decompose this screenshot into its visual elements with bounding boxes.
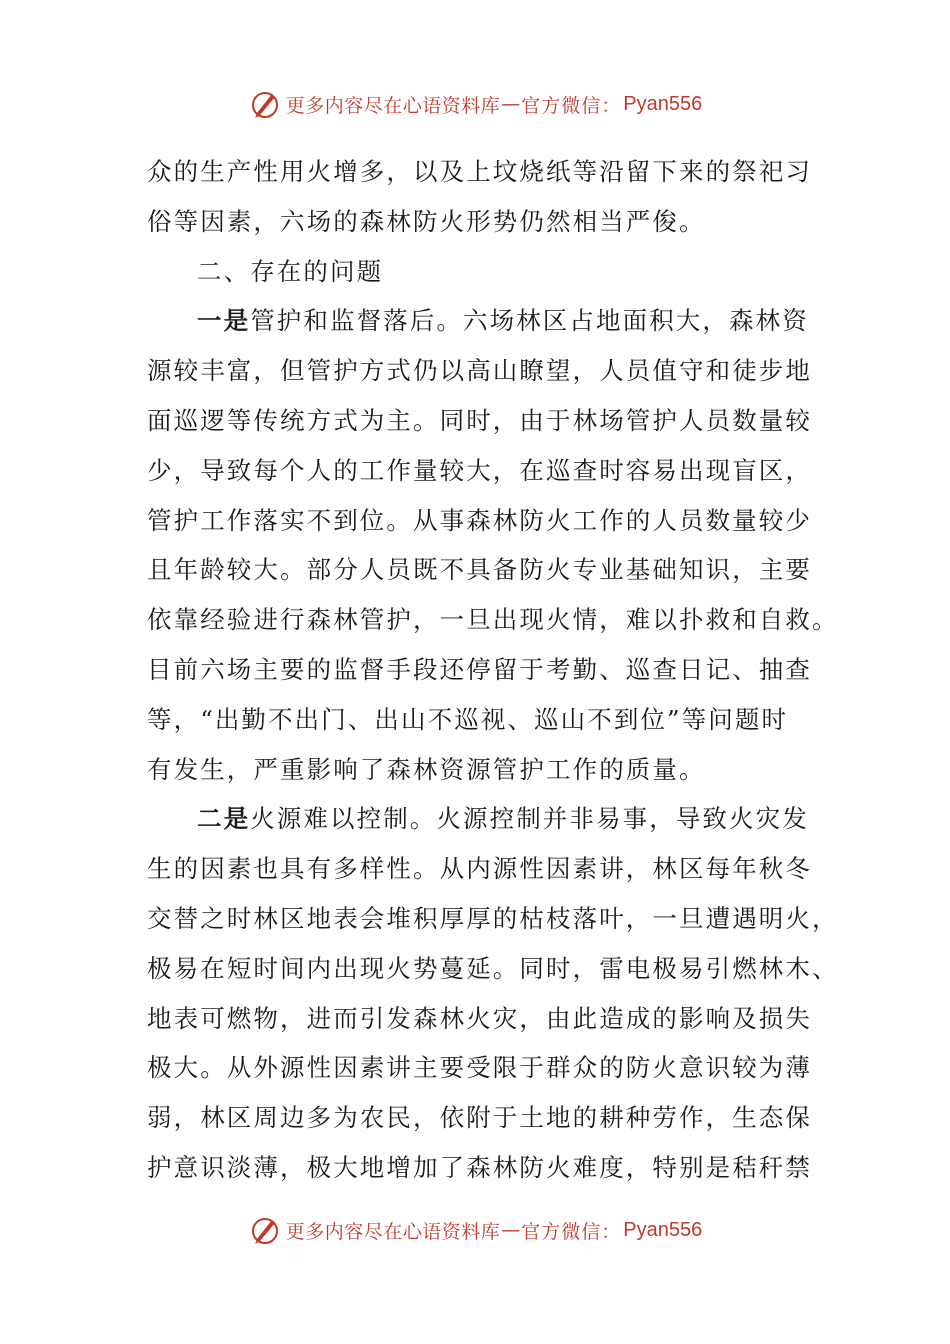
quill-pen-logo-icon bbox=[248, 87, 282, 121]
paragraph-1-lead: 一是 bbox=[197, 306, 251, 336]
footer-watermark-banner bbox=[0, 1208, 950, 1252]
paragraph-2-text: 火源难以控制。火源控制并非易事，导致火灾发 bbox=[250, 804, 809, 834]
body-line: 极易在短时间内出现火势蔓延。同时，雷电极易引燃林木、 bbox=[147, 953, 839, 983]
body-line: 地表可燃物，进而引发森林火灾，由此造成的影响及损失 bbox=[147, 1003, 812, 1033]
body-line: 弱，林区周边多为农民，依附于土地的耕种劳作，生态保 bbox=[147, 1103, 812, 1133]
paragraph-1-text: 管护和监督落后。六场林区占地面积大，森林资 bbox=[250, 306, 809, 336]
body-line: 众的生产性用火增多，以及上坟烧纸等沿留下来的祭祀习 bbox=[147, 157, 812, 186]
document-body bbox=[147, 147, 839, 1193]
banner-wechat-label: 官方微信： bbox=[521, 94, 622, 117]
body-line: 交替之时林区地表会堆积厚厚的枯枝落叶，一旦遭遇明火， bbox=[147, 903, 839, 933]
banner-site-name: 更多内容尽在心语资料库 bbox=[285, 94, 501, 117]
body-line: 生的因素也具有多样性。从内源性因素讲，林区每年秋冬 bbox=[147, 854, 812, 884]
body-line: 有发生，严重影响了森林资源管护工作的质量。 bbox=[147, 754, 706, 784]
banner-wechat-id: Pyan556 bbox=[623, 1218, 703, 1241]
body-line: 管护工作落实不到位。从事森林防火工作的人员数量较少 bbox=[147, 505, 812, 535]
body-line: 等，“出勤不出门、出山不巡视、巡山不到位”等问题时 bbox=[147, 704, 789, 734]
paragraph-1-first-line bbox=[147, 296, 807, 346]
banner-dash: — bbox=[501, 1219, 521, 1241]
body-line: 目前六场主要的监督手段还停留于考勤、巡查日记、抽查 bbox=[147, 654, 812, 684]
body-line: 护意识淡薄，极大地增加了森林防火难度，特别是秸秆禁 bbox=[147, 1152, 812, 1182]
body-line: 少，导致每个人的工作量较大，在巡查时容易出现盲区， bbox=[147, 455, 812, 485]
banner-wechat-label: 官方微信： bbox=[521, 1220, 622, 1243]
banner-site-name: 更多内容尽在心语资料库 bbox=[285, 1220, 501, 1243]
body-line: 依靠经验进行森林管护，一旦出现火情，难以扑救和自救。 bbox=[147, 605, 839, 635]
body-line: 面巡逻等传统方式为主。同时，由于林场管护人员数量较 bbox=[147, 405, 812, 435]
banner-wechat-id: Pyan556 bbox=[623, 92, 703, 115]
body-line: 源较丰富，但管护方式仍以高山瞭望，人员值守和徒步地 bbox=[147, 356, 812, 386]
banner-dash: — bbox=[501, 93, 521, 115]
body-line: 极大。从外源性因素讲主要受限于群众的防火意识较为薄 bbox=[147, 1053, 812, 1083]
quill-pen-logo-icon bbox=[248, 1213, 282, 1247]
section-heading: 二、存在的问题 bbox=[197, 256, 384, 286]
paragraph-2-lead: 二是 bbox=[197, 804, 251, 834]
paragraph-2-first-line bbox=[147, 794, 807, 844]
body-line: 且年龄较大。部分人员既不具备防火专业基础知识，主要 bbox=[147, 555, 812, 585]
body-line: 俗等因素，六场的森林防火形势仍然相当严俊。 bbox=[147, 206, 706, 236]
header-watermark-banner bbox=[0, 82, 950, 126]
